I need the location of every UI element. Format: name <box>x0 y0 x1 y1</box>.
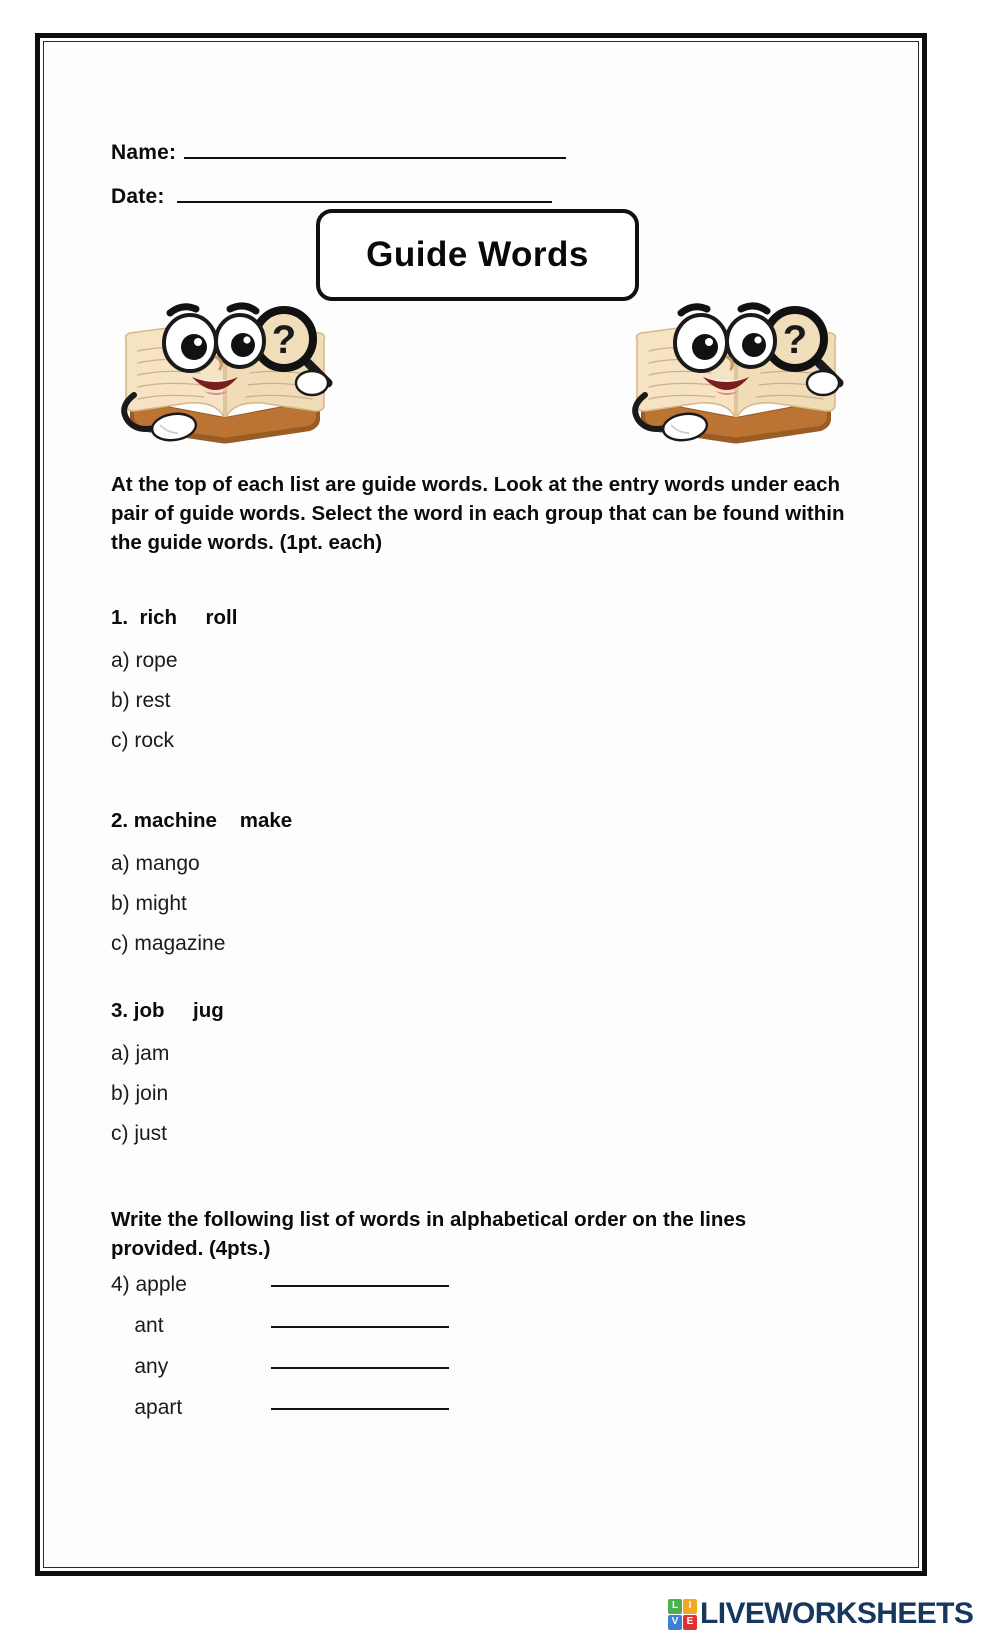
book-character-icon <box>112 291 338 451</box>
question-option[interactable]: a) jam <box>111 1042 170 1065</box>
question-option[interactable]: c) just <box>111 1122 168 1145</box>
date-input-line[interactable] <box>177 200 552 203</box>
instructions-part-1: At the top of each list are guide words. Look at the entry words under each pair of guide words. Select the word in each group that can be found within the guide words. (1pt. each) <box>111 473 845 554</box>
name-input-line[interactable] <box>184 156 566 159</box>
answer-line[interactable] <box>271 1325 449 1328</box>
question-block-3 <box>111 999 631 1154</box>
word-label: 4) apple <box>111 1273 187 1296</box>
question-option[interactable]: b) might <box>111 892 187 915</box>
logo-tile-v: V <box>668 1615 682 1630</box>
worksheet-content <box>35 33 927 1576</box>
answer-line[interactable] <box>271 1366 449 1369</box>
question-option[interactable]: c) rock <box>111 729 174 752</box>
instructions-part-2: Write the following list of words in alphabetical order on the lines provided. (4pts.) <box>111 1208 747 1260</box>
question-option[interactable]: a) rope <box>111 649 178 672</box>
book-character-icon <box>623 291 849 451</box>
worksheet-title-box <box>316 209 639 301</box>
word-label: apart <box>111 1396 183 1419</box>
question-heading: 1. rich roll <box>111 606 238 629</box>
svg-text:?: ? <box>782 318 808 362</box>
name-label: Name: <box>111 141 177 164</box>
date-label: Date: <box>111 185 165 208</box>
logo-tile-e: E <box>683 1615 697 1630</box>
list-item <box>111 1396 591 1437</box>
svg-text:?: ? <box>271 318 297 362</box>
question-option[interactable]: c) magazine <box>111 932 226 955</box>
question-block-1 <box>111 606 631 761</box>
list-item <box>111 1355 591 1396</box>
question-heading: 3. job jug <box>111 999 224 1022</box>
logo-wordmark: LIVEWORKSHEETS <box>700 1597 974 1630</box>
question-option[interactable]: a) mango <box>111 852 200 875</box>
question-block-2 <box>111 809 631 964</box>
logo-tile-l: L <box>668 1599 682 1614</box>
answer-line[interactable] <box>271 1407 449 1410</box>
answer-line[interactable] <box>271 1284 449 1287</box>
question-option[interactable]: b) rest <box>111 689 171 712</box>
word-label: ant <box>111 1314 164 1337</box>
logo-tile-i: I <box>683 1599 697 1614</box>
name-field-row <box>111 141 566 165</box>
alphabetical-order-list <box>111 1273 591 1437</box>
question-heading: 2. machine make <box>111 809 293 832</box>
page-title: Guide Words <box>366 235 589 274</box>
date-field-row <box>111 185 552 209</box>
word-label: any <box>111 1355 169 1378</box>
liveworksheets-logo[interactable] <box>668 1597 973 1631</box>
list-item <box>111 1273 591 1314</box>
list-item <box>111 1314 591 1355</box>
logo-tiles-icon <box>668 1599 697 1630</box>
question-option[interactable]: b) join <box>111 1082 169 1105</box>
